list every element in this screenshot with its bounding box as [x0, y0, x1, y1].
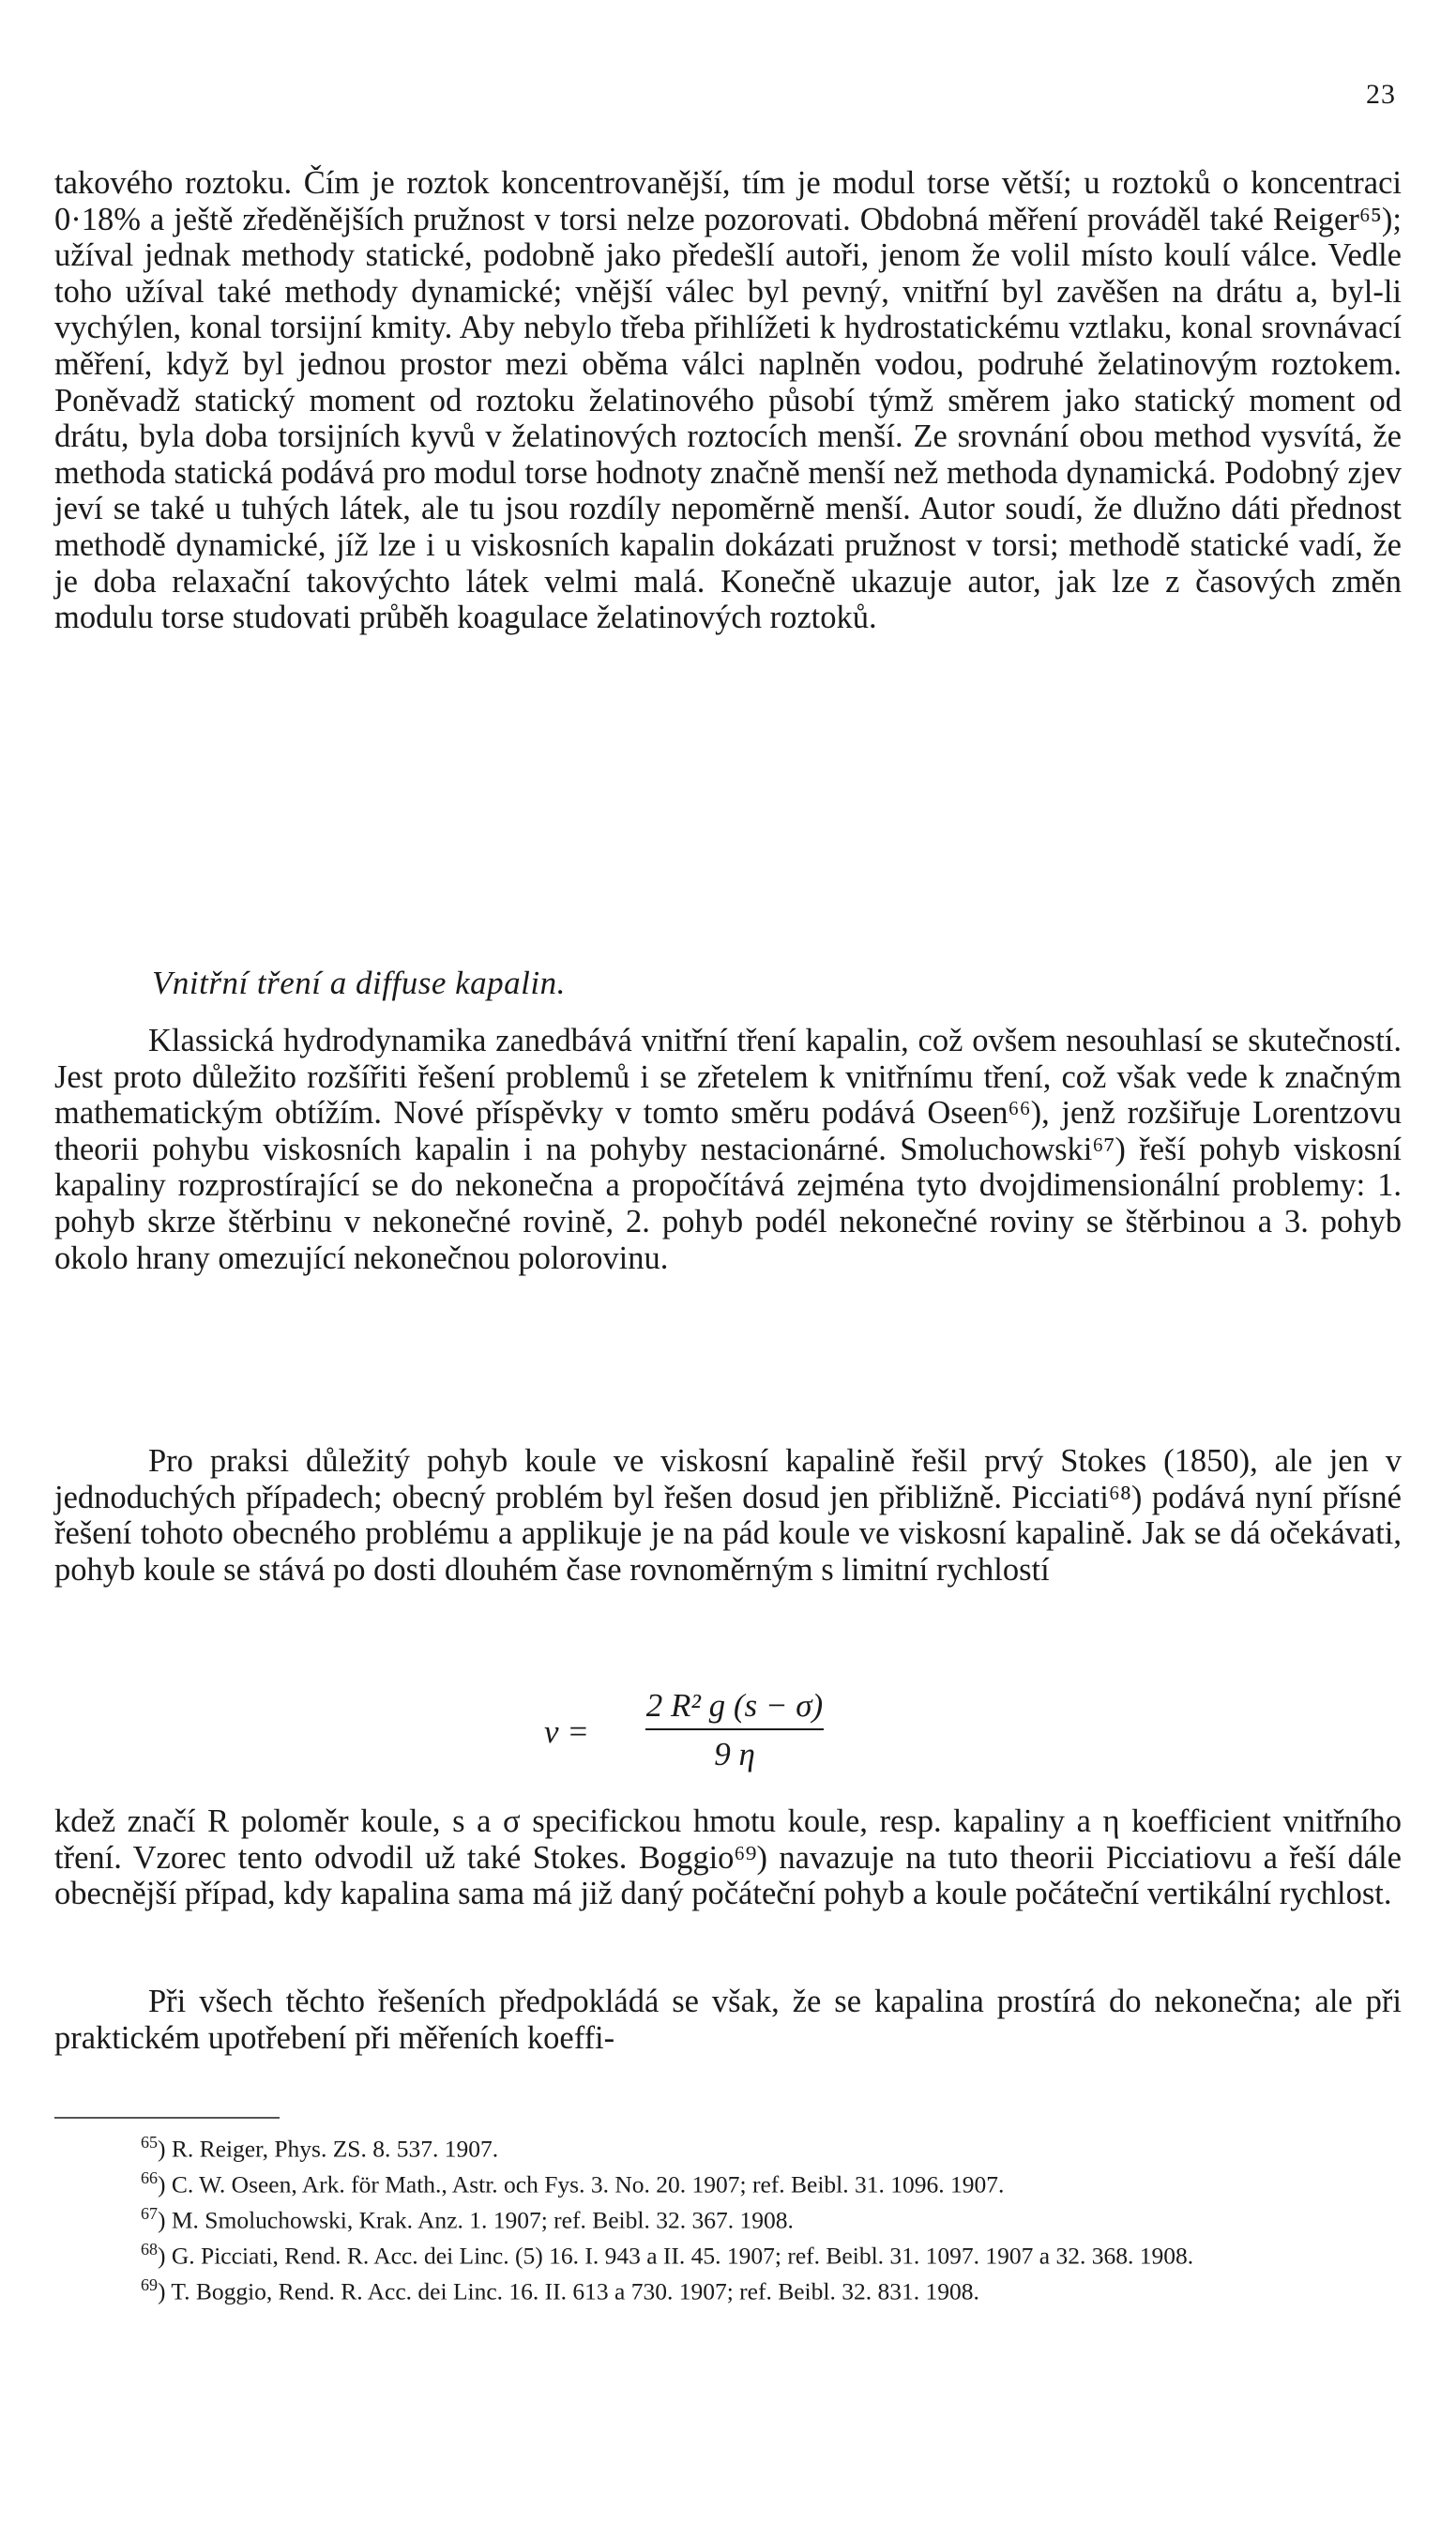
footnote-mark: 69	[141, 2275, 158, 2294]
paragraph-viscosity-intro	[54, 1023, 1402, 1276]
footnotes	[54, 2128, 1402, 2306]
paragraph-text: Klassická hydrodynamika zanedbává vnitřní tření kapalin, což ovšem nesouhlasí se skutečností. Jest proto důležito rozšířiti řešení problemů i se zřetelem k vnitřnímu tření, což však vede k značným mathematickým obtížím. Nové příspěvky v tomto směru podává Oseen⁶⁶), jenž rozšiřuje Lorentzovu theorii pohybu viskosních kapalin i na pohyby nestacionárné. Smoluchowski⁶⁷) řeší pohyb viskosní kapaliny rozprostírající se do nekonečna a propočítává zejména tyto dvojdimensionální problemy: 1. pohyb skrze štěrbinu v nekonečné rovině, 2. pohyb podél nekonečné roviny se štěrbinou a 3. pohyb okolo hrany omezující nekonečnou polorovinu.	[54, 1023, 1402, 1276]
paragraph-text: Pro praksi důležitý pohyb koule ve viskosní kapalině řešil prvý Stokes (1850), ale jen v jednoduchých případech; obecný problém byl řešen dosud jen přibližně. Picciati⁶⁸) podává nyní přísné řešení tohoto obecného problému a applikuje je na pád koule ve viskosní kapalině. Jak se dá očekávati, pohyb koule se stává po dosti dlouhém čase rovnoměrným s limitní rychlostí	[54, 1443, 1402, 1588]
footnote-text: C. W. Oseen, Ark. för Math., Astr. och Fys. 3. No. 20. 1907; ref. Beibl. 31. 1096. 1907.	[171, 2170, 1005, 2198]
paragraph-infinite-fluid	[54, 1984, 1402, 2056]
footnote-mark: 66	[141, 2168, 158, 2187]
footnote: $^{67}$) M. Smoluchowski, Krak. Anz. 1. 1907; ref. Beibl. 32. 367. 1908.	[141, 2204, 794, 2234]
stokes-formula	[544, 1680, 938, 1783]
paragraph-sphere-motion	[54, 1443, 1402, 1588]
footnote-text: R. Reiger, Phys. ZS. 8. 537. 1907.	[171, 2135, 499, 2163]
page-number: 23	[1366, 79, 1396, 110]
fraction-bar	[645, 1728, 824, 1730]
footnote-divider	[54, 2117, 280, 2119]
footnote-text: T. Boggio, Rend. R. Acc. dei Linc. 16. II. 613 a 730. 1907; ref. Beibl. 32. 831. 1908.	[171, 2277, 979, 2305]
footnote-text: M. Smoluchowski, Krak. Anz. 1. 1907; ref. Beibl. 32. 367. 1908.	[171, 2206, 794, 2234]
footnote-text: G. Picciati, Rend. R. Acc. dei Linc. (5) 16. I. 943 a II. 45. 1907; ref. Beibl. 31. 1097. 1907 a 32. 368. 1908.	[171, 2242, 1194, 2270]
paragraph-formula-explanation	[54, 1803, 1402, 1912]
footnote: $^{66}$) C. W. Oseen, Ark. för Math., Astr. och Fys. 3. No. 20. 1907; ref. Beibl. 31. 1096. 1907.	[141, 2168, 1005, 2198]
paragraph-text: takového roztoku. Čím je roztok koncentrovanější, tím je modul torse větší; u roztoků o koncentraci 0·18% a ještě zředěnějších pružnost v torsi nelze pozorovati. Obdobná měření prováděl také Reiger⁶⁵); užíval jednak methody statické, podobně jako předešlí autoři, jenom že volil místo koulí válce. Vedle toho užíval také methody dynamické; vnější válec byl pevný, vnitřní byl zavěšen na drátu a, byl-li vychýlen, konal torsijní kmity. Aby nebylo třeba přihlížeti k hydrostatickému vztlaku, konal srovnávací měření, když byl jednou prostor mezi oběma válci naplněn vodou, podruhé želatinovým roztokem. Poněvadž statický moment od roztoku želatinového působí týmž směrem jako statický moment od drátu, byla doba torsijních kyvů v želatinových roztocích menší. Ze srovnání obou method vysvítá, že methoda statická podává pro modul torse hodnoty značně menší než methoda dynamická. Podobný zjev jeví se také u tuhých látek, ale tu jsou rozdíly nepoměrně menší. Autor soudí, že dlužno dáti přednost methodě dynamické, jíž lze i u viskosních kapalin dokázati pružnost v torsi; methodě statické vadí, že je doba relaxační takovýchto látek velmi malá. Konečně ukazuje autor, jak lze z časových změn modulu torse studovati průběh koagulace želatinových roztoků.	[54, 165, 1402, 636]
formula-numerator: 2 R² g (s − σ)	[645, 1687, 824, 1724]
footnote: $^{65}$) R. Reiger, Phys. ZS. 8. 537. 1907.	[141, 2133, 499, 2163]
footnote-mark: 68	[141, 2240, 158, 2259]
paragraph-text: kdež značí R poloměr koule, s a σ specifickou hmotu koule, resp. kapaliny a η koefficient vnitřního tření. Vzorec tento odvodil už také Stokes. Boggio⁶⁹) navazuje na tuto theorii Picciatiovu a řeší dále obecnější případ, kdy kapalina sama má již daný počáteční pohyb a koule počáteční vertikální rychlost.	[54, 1803, 1402, 1912]
formula-lhs: v =	[544, 1713, 589, 1750]
footnote-mark: 67	[141, 2204, 158, 2223]
formula-denominator: 9 η	[714, 1736, 755, 1772]
footnote: $^{69}$) T. Boggio, Rend. R. Acc. dei Linc. 16. II. 613 a 730. 1907; ref. Beibl. 32. 831. 1908.	[141, 2275, 979, 2305]
paragraph-text: Při všech těchto řešeních předpokládá se však, že se kapalina prostírá do nekonečna; ale při praktickém upotřebení při měřeních koeffi-	[54, 1984, 1402, 2056]
paragraph-torsion	[54, 165, 1402, 636]
footnote: $^{68}$) G. Picciati, Rend. R. Acc. dei Linc. (5) 16. I. 943 a II. 45. 1907; ref. Beibl. 31. 1097. 1907 a 32. 368. 1908.	[141, 2240, 1194, 2270]
section-heading: Vnitřní tření a diffuse kapalin.	[152, 965, 566, 1001]
footnote-mark: 65	[141, 2133, 158, 2152]
